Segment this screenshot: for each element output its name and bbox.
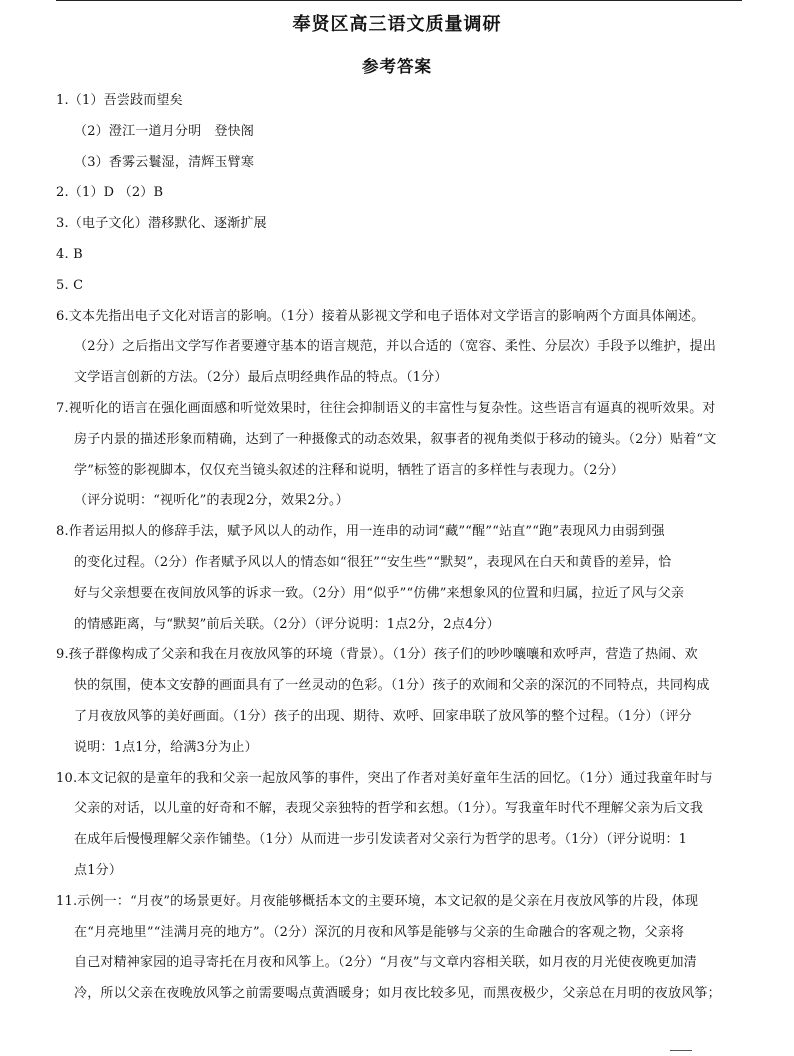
- footer-mark: [670, 1050, 692, 1053]
- answer-line: 父亲的对话，以儿童的好奇和不解，表现父亲独特的哲学和玄想。（1分）。写我童年时代不理解父亲为后文我: [74, 801, 704, 817]
- answer-line: 4. B: [56, 246, 83, 262]
- answer-line: 11.示例一：“月夜”的场景更好。月夜能够概括本文的主要环境，本文记叙的是父亲在月夜放风筝的片段，体现: [56, 893, 699, 909]
- answer-line: 1.（1）吾尝跂而望矣: [56, 93, 183, 108]
- answer-line: 点1分）: [74, 862, 123, 878]
- answer-line: 的情感距离，与“默契”前后关联。（2分）（评分说明：1点2分，2点4分）: [74, 616, 500, 632]
- answer-line: （3）香雾云鬟湿，清辉玉臂寒: [74, 154, 255, 170]
- answer-body: [56, 86, 746, 1010]
- answer-line: 3.（电子文化）潜移默化、逐渐扩展: [56, 216, 267, 232]
- answer-line: 快的氛围，使本文安静的画面具有了一丝灵动的色彩。（1分）孩子的欢闹和父亲的深沉的不同特点，共同构成: [74, 678, 710, 694]
- document-subtitle: 参考答案: [362, 57, 432, 76]
- answer-line: 在成年后慢慢理解父亲作铺垫。（1分）从而进一步引发读者对父亲行为哲学的思考。（1分）（评分说明：1: [74, 832, 688, 848]
- answer-line: 的变化过程。（2分）作者赋予风以人的情态如“很狂”“安生些”“默契”，表现风在白天和黄昏的差异，恰: [74, 554, 672, 570]
- answer-line: （2）澄江一道月分明 登快阁: [74, 123, 255, 139]
- top-rule: [56, 0, 742, 1]
- answer-line: 6.文本先指出电子文化对语言的影响。（1分）接着从影视文学和电子语体对文学语言的影响两个方面具体阐述。: [56, 308, 705, 324]
- answer-line: （2分）之后指出文学写作者要遵守基本的语言规范，并以合适的（宽容、柔性、分层次）手段予以维护，提出: [74, 339, 717, 355]
- answer-line: 文学语言创新的方法。（2分）最后点明经典作品的特点。（1分）: [74, 370, 448, 386]
- answer-line: 2.（1）D （2）B: [56, 185, 164, 201]
- answer-line: 5. C: [56, 277, 84, 293]
- answer-line: （评分说明：“视听化”的表现2分，效果2分。）: [74, 493, 349, 509]
- answer-line: 8.作者运用拟人的修辞手法，赋予风以人的动作，用一连串的动词“藏”“醒”“站直”“跑”表现风力由弱到强: [56, 524, 665, 540]
- answer-line: 说明：1点1分，给满3分为止）: [74, 739, 258, 755]
- answer-line: 学”标签的影视脚本，仅仅充当镜头叙述的注释和说明，牺牲了语言的多样性与表现力。（2分）: [74, 462, 625, 478]
- answer-line: 9.孩子群像构成了父亲和我在月夜放风筝的环境（背景）。（1分）孩子们的吵吵嚷嚷和欢呼声，营造了热闹、欢: [56, 647, 698, 663]
- answer-line: 好与父亲想要在夜间放风筝的诉求一致。（2分）用“似乎”“仿佛”来想象风的位置和归属，拉近了风与父亲: [74, 585, 685, 601]
- answer-line: 自己对精神家园的追寻寄托在月夜和风筝上。（2分）“月夜”与文章内容相关联，如月夜的月光使夜晚更加清: [74, 955, 697, 971]
- answer-line: 10.本文记叙的是童年的我和父亲一起放风筝的事件，突出了作者对美好童年生活的回忆。（1分）通过我童年时与: [56, 770, 713, 786]
- answer-line: 了月夜放风筝的美好画面。（1分）孩子的出现、期待、欢呼、回家串联了放风筝的整个过程。（1分）（评分: [74, 708, 692, 724]
- answer-line: 在“月亮地里”“洼满月亮的地方”。（2分）深沉的月夜和风筝是能够与父亲的生命融合的客观之物，父亲将: [74, 924, 685, 940]
- document-title: 奉贤区高三语文质量调研: [292, 14, 502, 35]
- answer-line: 房子内景的描述形象而精确，达到了一种摄像式的动态效果，叙事者的视角类似于移动的镜头。（2分）贴着“文: [74, 431, 717, 447]
- answer-line: 7.视听化的语言在强化画面感和听觉效果时，往往会抑制语义的丰富性与复杂性。这些语言有逼真的视听效果。对: [56, 400, 716, 416]
- answer-line: 冷，所以父亲在夜晚放风筝之前需要喝点黄酒暖身；如月夜比较多见，而黑夜极少，父亲总在月明的夜放风筝；: [74, 986, 721, 1002]
